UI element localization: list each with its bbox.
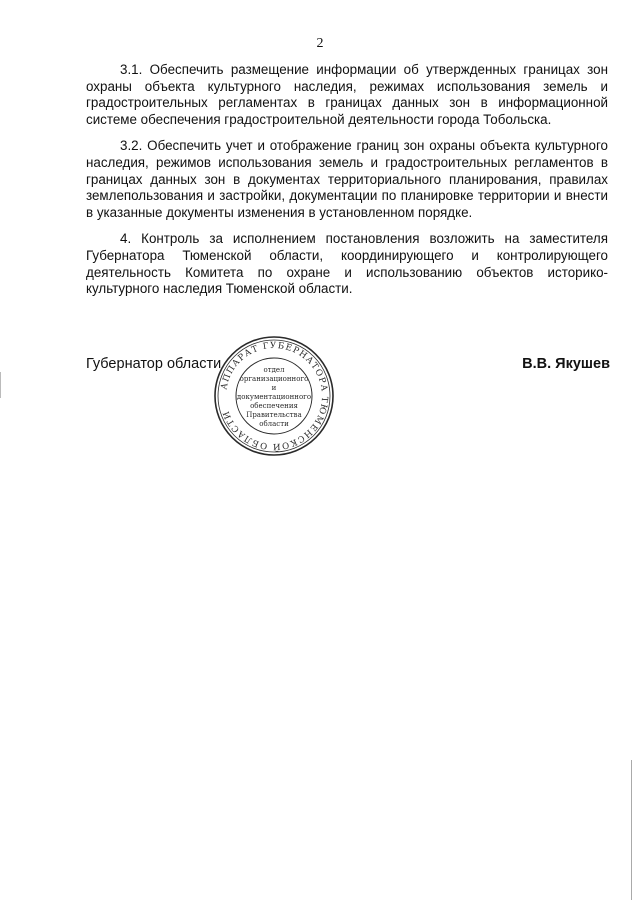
stamp-line-5: обеспечения xyxy=(250,402,298,410)
paragraph-4: 4. Контроль за исполнением постановления возложить на заместителя Губернатора Тюменской области, координирующего и контролирующего деятельность Комитета по охране и использованию объектов историко-культурного наследия Тюменской области. xyxy=(86,231,608,297)
official-stamp xyxy=(212,334,336,458)
page-number: 2 xyxy=(316,36,324,51)
stamp-line-2: организационного xyxy=(239,375,309,383)
paragraph-3-2: 3.2. Обеспечить учет и отображение границ зон охраны объекта культурного наследия, режимов использования земель и градостроительных регламентов в границах данных зон в документах территориального планирования, правилах землепользования и застройки, документации по планировке территории и внести в указанные документы изменения в установленном порядке. xyxy=(86,138,608,220)
stamp-line-7: области xyxy=(259,420,289,428)
scan-edge-mark xyxy=(631,760,632,900)
signatory-position: Губернатор области xyxy=(86,356,222,372)
paragraph-3-1: 3.1. Обеспечить размещение информации об утвержденных границах зон охраны объекта культурного наследия, режимах использования земель и градостроительных регламентах в границах данных зон в информационной системе обеспечения градостроительной деятельности города Тобольска. xyxy=(86,62,608,127)
stamp-line-4: документационного xyxy=(236,393,312,401)
scan-edge-mark xyxy=(0,372,1,398)
stamp-ring-text: АППАРАТ ГУБЕРНАТОРА ТЮМЕНСКОЙ ОБЛАСТИ xyxy=(219,340,330,452)
signatory-name: В.В. Якушев xyxy=(522,356,610,372)
stamp-line-3: и xyxy=(271,384,277,392)
stamp-line-1: отдел xyxy=(263,366,285,374)
document-body xyxy=(86,62,608,308)
stamp-line-6: Правительства xyxy=(246,411,302,419)
